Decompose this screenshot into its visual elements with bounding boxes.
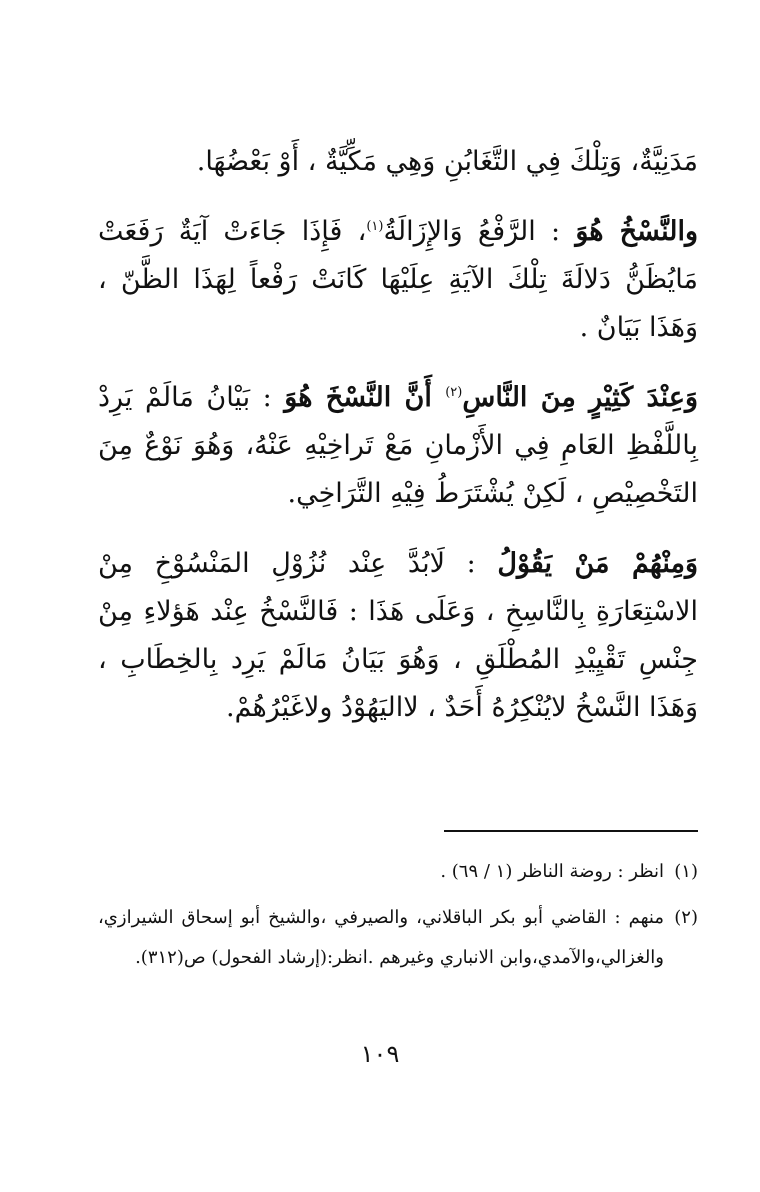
footnote-text: منهم : القاضي أبو بكر الباقلاني، والصيرفي ،والشيخ أبو إسحاق الشيرازي، والغزالي،والآمدي،وابن الانباري وغيرهم .انظر:(إرشاد الفحول) ص(٣١٢).	[98, 907, 664, 968]
footnotes	[98, 852, 698, 984]
paragraph-lead-continued: أَنَّ النَّسْخَ هُوَ	[284, 382, 446, 413]
paragraph-2	[98, 208, 698, 352]
footnote-ref-2[interactable]: (٢)	[445, 385, 463, 400]
footnote-divider	[444, 830, 698, 832]
paragraph-text: : لَابُدَّ عِنْد نُزُوْلِ المَنْسُوْخِ مِنْ الاسْتِعَارَةِ بِالنَّاسِخِ ، وَعَلَى هَذَا : فَالنَّسْخُ عِنْد هَؤلاءِ مِنْ جِنْسِ تَقْيِيْدِ المُطْلَقِ ، وَهُوَ بَيَانُ مَالَمْ يَرِد بِالخِطَابِ ، وَهَذَا النَّسْخُ لايُنْكِرُهُ أَحَدٌ ، لااليَهُوْدُ ولاغَيْرُهُمْ.	[98, 548, 698, 723]
paragraph-4	[98, 540, 698, 732]
paragraph-text: مَدَنِيَّةٌ، وَتِلْكَ فِي التَّغَابُنِ وَهِي مَكِّيَّةٌ ، أَوْ بَعْضُهَا.	[196, 146, 698, 177]
footnote-2	[98, 898, 698, 978]
footnote-number: (٢)	[674, 907, 698, 928]
paragraph-lead: وَعِنْدَ كَثِيْرٍ مِنَ النَّاسِ	[462, 382, 698, 413]
footnote-number: (١)	[674, 861, 698, 882]
page-number: ١٠٩	[360, 1040, 400, 1068]
footnote-1	[98, 852, 698, 892]
main-text	[98, 138, 698, 754]
footnote-text: انظر : روضة الناظر (١ / ٦٩) .	[440, 861, 664, 882]
footnote-ref-1[interactable]: (١)	[366, 219, 384, 234]
paragraph-lead: وَمِنْهُمْ مَنْ يَقُوْلُ	[497, 548, 699, 579]
paragraph-3	[98, 374, 698, 518]
paragraph-text: : الرَّفْعُ وَالإِزَالَةُ	[383, 216, 576, 247]
paragraph-1	[98, 138, 698, 186]
paragraph-lead: والنَّسْخُ هُوَ	[575, 216, 698, 247]
paragraph-text: : بَيْانُ مَالَمْ يَرِدْ بِاللَّفْظِ العَامِ فِي الأَزْمانِ مَعْ تَراخِيْهِ عَنْهُ، وَهُوَ نَوْعٌ مِنَ التَخْصِيْصِ ، لَكِنْ يُشْتَرَطُ فِيْهِ التَّرَاخِي.	[98, 382, 698, 509]
paragraph-text-continued: ، فَإِذَا جَاءَتْ آيَةٌ رَفَعَتْ مَايُظَنُّ دَلالَةَ تِلْكَ الآيَةِ عِلَيْهَا كَانَتْ رَفْعاً لِهَذَا الظَّنّ ، وَهَذَا بَيَانٌ .	[98, 216, 698, 343]
